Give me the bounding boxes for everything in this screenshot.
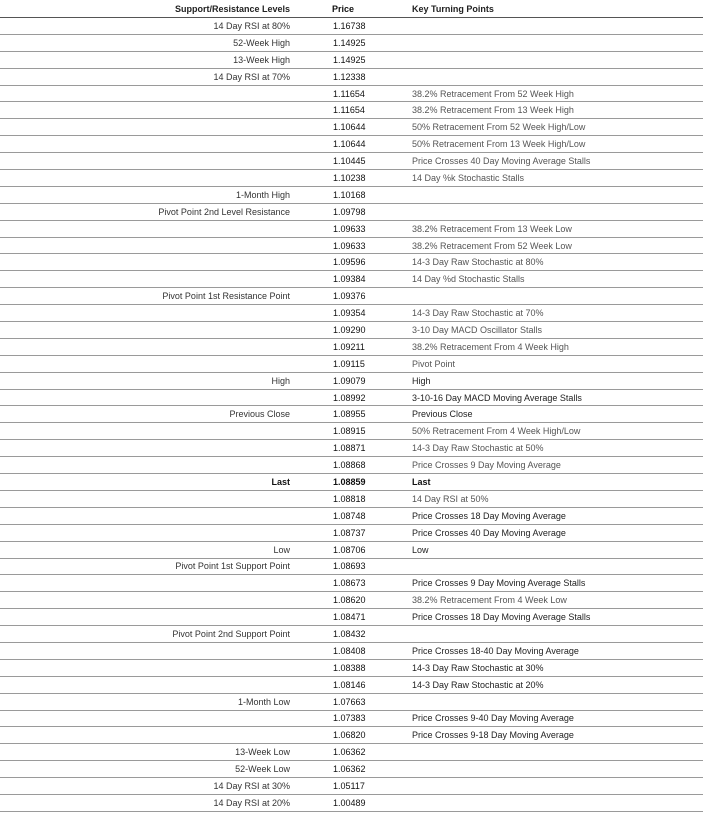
table-row	[0, 677, 703, 694]
price-cell: 1.10238	[333, 172, 366, 183]
turning-point-cell: 38.2% Retracement From 13 Week High	[412, 105, 574, 116]
price-cell: 1.08146	[333, 679, 366, 690]
table-row	[0, 86, 703, 103]
table-row	[0, 136, 703, 153]
turning-point-cell: Pivot Point	[412, 358, 456, 369]
turning-point-cell: 3-10 Day MACD Oscillator Stalls	[412, 324, 543, 335]
table-row	[0, 204, 703, 221]
price-cell: 1.08620	[333, 595, 366, 606]
price-cell: 1.16738	[333, 20, 366, 31]
turning-point-cell: Price Crosses 9-18 Day Moving Average	[412, 730, 574, 741]
price-cell: 1.09596	[333, 257, 366, 268]
level-cell: High	[271, 375, 290, 386]
table-row	[0, 525, 703, 542]
header-price: Price	[332, 3, 355, 14]
table-row	[0, 626, 703, 643]
table-row	[0, 440, 703, 457]
price-cell: 1.08388	[333, 662, 366, 673]
level-cell: Last	[271, 476, 290, 487]
price-cell: 1.06362	[333, 764, 366, 775]
level-cell: Pivot Point 2nd Support Point	[172, 629, 290, 639]
turning-point-cell: Price Crosses 9 Day Moving Average	[412, 460, 561, 471]
table-row	[0, 660, 703, 677]
price-cell: 1.08871	[333, 443, 366, 454]
table-row	[0, 609, 703, 626]
price-cell: 1.08706	[333, 544, 366, 555]
price-cell: 1.05117	[333, 781, 365, 792]
turning-point-cell: 14 Day RSI at 50%	[412, 493, 489, 504]
header-key-turning-points: Key Turning Points	[412, 3, 494, 14]
price-cell: 1.10445	[333, 156, 366, 167]
price-cell: 1.08737	[333, 527, 366, 538]
turning-point-cell: 14-3 Day Raw Stochastic at 80%	[412, 257, 544, 268]
turning-point-cell: 50% Retracement From 52 Week High/Low	[412, 122, 586, 133]
price-cell: 1.11654	[333, 105, 365, 116]
turning-point-cell: 38.2% Retracement From 4 Week Low	[412, 595, 567, 606]
price-cell: 1.08868	[333, 460, 366, 471]
table-row	[0, 711, 703, 728]
table-row	[0, 187, 703, 204]
price-cell: 1.08818	[333, 493, 366, 504]
turning-point-cell: Price Crosses 18 Day Moving Average	[412, 510, 566, 521]
table-row	[0, 761, 703, 778]
table-row	[0, 254, 703, 271]
turning-point-cell: 38.2% Retracement From 52 Week Low	[412, 240, 572, 251]
table-row	[0, 643, 703, 660]
turning-point-cell: Price Crosses 40 Day Moving Average Stalls	[412, 156, 591, 167]
header-support-resistance: Support/Resistance Levels	[174, 3, 290, 14]
turning-point-cell: 14-3 Day Raw Stochastic at 70%	[412, 308, 544, 319]
price-cell: 1.09798	[333, 206, 366, 217]
price-cell: 1.10644	[333, 122, 366, 133]
table-row	[0, 238, 703, 255]
table-row	[0, 508, 703, 525]
price-cell: 1.10644	[333, 139, 366, 150]
price-cell: 1.09290	[333, 324, 366, 335]
table-row	[0, 288, 703, 305]
price-cell: 1.07383	[333, 713, 366, 724]
table-row	[0, 423, 703, 440]
table-row	[0, 559, 703, 576]
level-cell: 1-Month Low	[237, 696, 290, 707]
price-cell: 1.14925	[333, 37, 366, 48]
price-cell: 1.08955	[333, 409, 366, 420]
level-cell: 52-Week Low	[235, 764, 290, 775]
level-cell: Pivot Point 1st Resistance Point	[162, 291, 290, 302]
turning-point-cell: Price Crosses 40 Day Moving Average	[412, 527, 566, 538]
turning-point-cell: Low	[412, 544, 429, 555]
turning-point-cell: Previous Close	[412, 409, 473, 420]
price-cell: 1.06362	[333, 747, 366, 758]
level-cell: Pivot Point 2nd Level Resistance	[158, 206, 290, 217]
price-cell: 1.14925	[333, 54, 366, 65]
price-cell: 1.11654	[333, 88, 365, 99]
table-row	[0, 271, 703, 288]
price-cell: 1.09354	[333, 308, 366, 319]
turning-point-cell: Last	[412, 476, 431, 487]
turning-point-cell: 14-3 Day Raw Stochastic at 30%	[412, 662, 544, 673]
table-row	[0, 727, 703, 744]
table-row	[0, 406, 703, 423]
table-row	[0, 795, 703, 812]
table-row	[0, 694, 703, 711]
turning-point-cell: Price Crosses 18 Day Moving Average Stalls	[412, 612, 591, 623]
table-row	[0, 356, 703, 373]
level-cell: 13-Week Low	[235, 747, 290, 758]
level-cell: 13-Week High	[233, 54, 290, 65]
table-row	[0, 52, 703, 69]
table-row	[0, 390, 703, 407]
table-row	[0, 18, 703, 35]
price-cell: 1.08673	[333, 578, 366, 589]
price-cell: 1.08748	[333, 510, 366, 521]
table-header	[0, 0, 703, 18]
price-cell: 1.06820	[333, 730, 366, 741]
table-row	[0, 457, 703, 474]
table-row	[0, 221, 703, 238]
turning-point-cell: 14 Day %d Stochastic Stalls	[412, 274, 525, 285]
price-cell: 1.09079	[333, 375, 366, 386]
table-row	[0, 69, 703, 86]
level-cell: 1-Month High	[235, 189, 290, 200]
table-row	[0, 153, 703, 170]
price-cell: 1.12338	[333, 71, 366, 82]
table-row	[0, 102, 703, 119]
price-cell: 1.09115	[333, 358, 365, 369]
price-cell: 1.09633	[333, 223, 366, 234]
price-cell: 1.08992	[333, 392, 366, 403]
table-row	[0, 542, 703, 559]
turning-point-cell: Price Crosses 9 Day Moving Average Stalls	[412, 578, 586, 589]
table-row	[0, 744, 703, 761]
table-body	[0, 18, 703, 812]
table-row	[0, 592, 703, 609]
price-cell: 1.08915	[333, 426, 366, 437]
level-cell: 14 Day RSI at 80%	[213, 20, 290, 31]
turning-point-cell: 38.2% Retracement From 4 Week High	[412, 341, 569, 352]
table-row	[0, 491, 703, 508]
price-cell: 1.09376	[333, 291, 366, 302]
level-cell: 14 Day RSI at 20%	[213, 797, 290, 808]
table-row	[0, 339, 703, 356]
turning-point-cell: Price Crosses 18-40 Day Moving Average	[412, 645, 579, 656]
turning-point-cell: High	[412, 375, 431, 386]
level-cell: 14 Day RSI at 30%	[213, 781, 290, 792]
price-cell: 1.10168	[333, 189, 366, 200]
table-row	[0, 170, 703, 187]
price-cell: 1.08471	[333, 612, 366, 623]
turning-point-cell: 50% Retracement From 13 Week High/Low	[412, 139, 586, 150]
table-row	[0, 119, 703, 136]
turning-point-cell: 50% Retracement From 4 Week High/Low	[412, 426, 581, 437]
table-row	[0, 474, 703, 491]
table-row	[0, 575, 703, 592]
level-cell: 52-Week High	[233, 37, 290, 48]
price-cell: 1.09633	[333, 240, 366, 251]
price-cell: 1.08432	[333, 629, 366, 639]
table-row	[0, 305, 703, 322]
table-row	[0, 35, 703, 52]
turning-point-cell: 38.2% Retracement From 13 Week Low	[412, 223, 572, 234]
table-row	[0, 778, 703, 795]
price-cell: 1.07663	[333, 696, 366, 707]
price-cell: 1.08408	[333, 645, 366, 656]
turning-point-cell: 14-3 Day Raw Stochastic at 50%	[412, 443, 544, 454]
price-cell: 1.08693	[333, 561, 366, 572]
level-cell: Previous Close	[229, 409, 290, 420]
turning-point-cell: 14-3 Day Raw Stochastic at 20%	[412, 679, 544, 690]
price-cell: 1.09211	[333, 341, 365, 352]
price-cell: 1.09384	[333, 274, 366, 285]
table-row	[0, 373, 703, 390]
turning-point-cell: 38.2% Retracement From 52 Week High	[412, 88, 574, 99]
level-cell: Low	[273, 544, 290, 555]
turning-point-cell: Price Crosses 9-40 Day Moving Average	[412, 713, 574, 724]
price-cell: 1.08859	[333, 476, 366, 487]
level-cell: 14 Day RSI at 70%	[213, 71, 290, 82]
level-cell: Pivot Point 1st Support Point	[175, 561, 290, 572]
turning-point-cell: 3-10-16 Day MACD Moving Average Stalls	[412, 392, 582, 403]
price-cell: 1.00489	[333, 797, 366, 808]
turning-point-cell: 14 Day %k Stochastic Stalls	[412, 172, 525, 183]
table-row	[0, 322, 703, 339]
